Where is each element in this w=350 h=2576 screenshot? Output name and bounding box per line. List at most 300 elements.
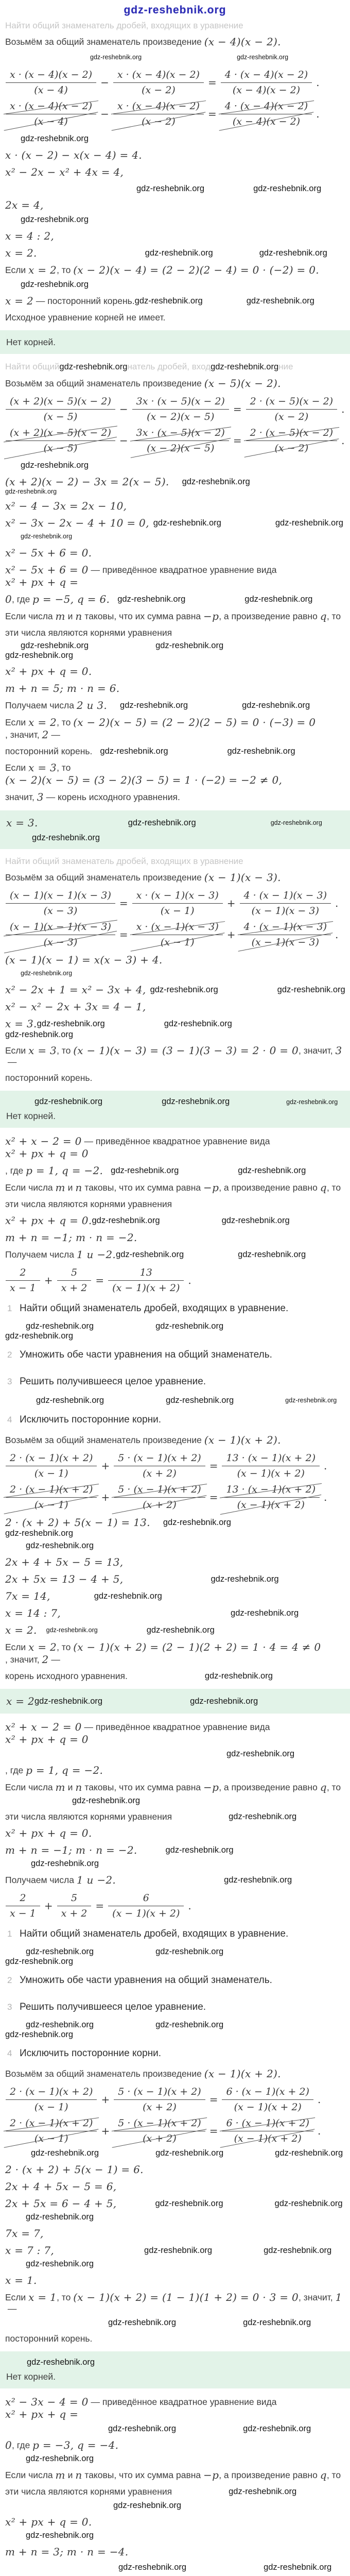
russian-text: таковы, что их сумма равна <box>82 1182 204 1193</box>
solution-line <box>5 133 346 144</box>
russian-text: Если <box>5 762 29 773</box>
solution-line <box>5 2197 346 2210</box>
watermark: gdz-reshebnik.org <box>26 2259 94 2268</box>
watermark: gdz-reshebnik.org <box>246 296 314 306</box>
fraction <box>114 1452 205 1479</box>
solution-line <box>5 1858 346 1869</box>
step-number: 4 <box>7 1415 12 1425</box>
watermark: gdz-reshebnik.org <box>204 1671 273 1681</box>
math-text: (x − 4)(x − 2). <box>204 36 281 48</box>
russian-text: , где <box>12 2439 33 2450</box>
watermark: gdz-reshebnik.org <box>5 1331 74 1341</box>
solution-line <box>5 1827 346 1839</box>
watermark: gdz-reshebnik.org <box>26 2453 94 2463</box>
russian-text: Возьмём за общий знаменатель произведение <box>5 378 204 388</box>
watermark: gdz-reshebnik.org <box>229 1811 297 1821</box>
russian-text: , а произведение равно <box>219 1182 320 1193</box>
russian-text: эти числа являются корнями уравнения <box>5 2486 172 2497</box>
operator: − <box>100 76 109 89</box>
solution-line <box>5 230 346 242</box>
watermark: gdz-reshebnik.org <box>166 1395 234 1405</box>
operator: = <box>233 402 242 415</box>
math-text: 2 · (x + 2) + 5(x − 1) = 6. <box>5 2163 144 2176</box>
russian-text: — приведённое квадратное уравнение вида <box>88 2396 279 2407</box>
russian-text: Если числа <box>5 611 56 621</box>
operator: + <box>226 896 236 909</box>
russian-text: , то <box>326 611 341 621</box>
math-text: p = 1, q = −2. <box>26 1764 103 1776</box>
math-text: 2 <box>42 1653 49 1666</box>
math-text: 2x + 4 + 5x − 5 = 6, <box>5 2180 117 2193</box>
watermark: gdz-reshebnik.org <box>274 2198 343 2208</box>
solution-line <box>5 745 346 757</box>
watermark: gdz-reshebnik.org <box>5 2030 74 2039</box>
watermark: gdz-reshebnik.org <box>5 1030 74 1039</box>
watermark: gdz-reshebnik.org <box>108 2317 177 2327</box>
punctuation: . <box>341 402 345 415</box>
denominator: (x − 1)(x + 2) <box>222 2131 313 2144</box>
russian-text: Возьмём за общий знаменатель произведение <box>5 2068 204 2079</box>
spacer <box>137 1850 166 1851</box>
watermark: gdz-reshebnik.org <box>259 248 327 258</box>
line-break <box>6 1107 344 1111</box>
watermark: gdz-reshebnik.org <box>264 2562 332 2572</box>
fraction-equation <box>4 1451 346 1480</box>
solution-line <box>5 1607 346 1619</box>
denominator: (x − 1) <box>160 905 195 917</box>
russian-text: , то <box>57 1045 74 1056</box>
solution-line <box>5 2333 346 2344</box>
watermark: gdz-reshebnik.org <box>111 1165 179 1175</box>
operator: + <box>101 2093 110 2106</box>
spacer <box>107 705 120 706</box>
solution-line <box>5 2453 346 2464</box>
math-text: x = 14 : 7, <box>5 1607 61 1619</box>
numerator: (x + 2)(x − 5)(x − 2) <box>6 427 115 441</box>
solution-line <box>5 460 346 471</box>
math-text: (x − 1)(x − 3). <box>204 871 281 884</box>
fraction <box>240 921 331 948</box>
solution-line <box>5 183 346 194</box>
spacer <box>212 2250 264 2251</box>
watermark: gdz-reshebnik.org <box>128 818 196 827</box>
math-text: x = 2 <box>6 1695 34 1707</box>
step-number: 4 <box>7 2048 12 2058</box>
russian-text: , то <box>57 717 74 727</box>
watermark: gdz-reshebnik.org <box>231 1608 299 1618</box>
operator: + <box>44 1274 53 1286</box>
numerator: (x + 2)(x − 5)(x − 2) <box>6 395 115 410</box>
watermark: gdz-reshebnik.org <box>26 1321 94 1331</box>
fraction <box>6 2086 97 2113</box>
watermark: gdz-reshebnik.org <box>144 2245 213 2255</box>
russian-text: , где <box>5 1165 26 1176</box>
watermark: gdz-reshebnik.org <box>120 700 188 710</box>
denominator: (x − 3) <box>6 935 115 948</box>
spacer <box>5 2505 113 2506</box>
math-text: x² − 2x + 1 = x² − 3x + 4, <box>5 984 146 996</box>
watermark: gdz-reshebnik.org <box>94 1591 162 1601</box>
fraction-equation <box>4 888 346 918</box>
fraction <box>114 2117 205 2144</box>
watermark: gdz-reshebnik.org <box>285 1397 337 1404</box>
solution-line <box>5 968 346 979</box>
math-text: x² + px + q = 0. <box>5 665 92 677</box>
spacer <box>5 57 90 58</box>
math-text: p = −5, q = 6. <box>32 593 110 605</box>
numerator: 4 · (x − 1)(x − 3) <box>240 921 331 935</box>
denominator: (x − 3) <box>43 905 78 917</box>
math-text: x² + x − 2 = 0 <box>5 1721 82 1733</box>
fraction <box>6 395 115 422</box>
numerator: 2 <box>6 1266 40 1281</box>
solution-line <box>5 1947 346 1967</box>
russian-text: , а произведение равно <box>219 611 320 621</box>
math-text: x² + px + q = 0 <box>5 1733 89 1745</box>
solution-line <box>5 641 346 660</box>
solution-line <box>5 1721 346 1745</box>
watermark: gdz-reshebnik.org <box>190 1696 258 1706</box>
russian-text: — <box>5 2303 17 2314</box>
math-text: q <box>320 2469 327 2481</box>
russian-text: таковы, что их сумма равна <box>82 611 204 621</box>
numerator: 5 · (x − 1)(x + 2) <box>114 2117 205 2131</box>
watermark: gdz-reshebnik.org <box>164 1019 232 1028</box>
solution-line <box>5 2067 346 2080</box>
spacer <box>54 2250 144 2251</box>
fraction-equation <box>4 99 346 128</box>
denominator: (x − 1) <box>6 1498 97 1511</box>
russian-text: Если <box>5 1045 29 1056</box>
russian-text: — корень исходного уравнения. <box>43 791 180 802</box>
step-text: Найти общий знаменатель дробей, входящих в уравнение. <box>20 1303 289 1314</box>
step-list-item <box>4 2048 346 2059</box>
watermark: gdz-reshebnik.org <box>21 460 89 470</box>
watermark: gdz-reshebnik.org <box>21 641 89 650</box>
watermark: gdz-reshebnik.org <box>32 833 100 842</box>
math-text: x² − 3x − 4 = 0 <box>5 2396 89 2408</box>
watermark: gdz-reshebnik.org <box>153 518 221 528</box>
russian-text: — <box>48 729 60 740</box>
fraction-equation <box>4 67 346 97</box>
math-text: (x − 1)(x − 3) = (3 − 1)(3 − 3) = 2 · 0 = 0 <box>73 1044 299 1057</box>
spacer <box>102 1701 190 1702</box>
fraction <box>6 889 115 917</box>
denominator: (x − 4) <box>34 84 68 96</box>
fraction-equation <box>4 2116 346 2145</box>
denominator: (x − 1)(x + 2) <box>234 2102 302 2113</box>
watermark: gdz-reshebnik.org <box>221 1215 290 1225</box>
numerator: 6 <box>108 1892 184 1906</box>
denominator: (x − 1)(x + 2) <box>222 1498 320 1511</box>
russian-text: Если числа <box>5 2469 56 2480</box>
russian-text: , где <box>12 594 33 604</box>
punctuation: . <box>188 1274 191 1286</box>
math-text: −p <box>203 1781 219 1793</box>
russian-text: Получаем числа <box>5 1249 77 1260</box>
math-text: x² + x − 2 = 0 <box>5 1135 82 1147</box>
watermark: gdz-reshebnik.org <box>21 133 89 143</box>
russian-text: Исходное уравнение корней не имеет. <box>5 312 166 323</box>
step-text: Исключить посторонние корни. <box>20 2048 162 2059</box>
math-text: 3 <box>37 791 44 803</box>
solution-line <box>5 716 346 741</box>
russian-text: , значит, <box>5 1654 42 1665</box>
faded-heading: Найти общий знаменатель дробей, входящих в уравнение <box>5 21 243 30</box>
russian-text: , значит, <box>5 729 42 740</box>
math-text: x = 3 <box>28 1044 57 1057</box>
spacer <box>99 2153 155 2154</box>
numerator: 13 · (x − 1)(x + 2) <box>222 1452 320 1466</box>
solution-line <box>5 871 346 884</box>
watermark: gdz-reshebnik.org <box>31 2148 99 2158</box>
spacer <box>5 1863 31 1864</box>
spacer <box>5 284 21 285</box>
solution-line <box>5 1795 346 1806</box>
math-text: m <box>55 610 65 622</box>
watermark: gdz-reshebnik.org <box>155 2020 224 2029</box>
fraction <box>222 1452 320 1479</box>
watermark: gdz-reshebnik.org <box>162 1097 230 1106</box>
math-text: x = 2. <box>5 247 37 259</box>
answer-highlight <box>0 1091 350 1128</box>
watermark: gdz-reshebnik.org <box>92 1215 160 1225</box>
fraction <box>132 921 223 948</box>
numerator: 3x · (x − 5)(x − 2) <box>132 395 229 410</box>
russian-text: , а произведение равно <box>219 2469 320 2480</box>
solution-line <box>5 247 346 259</box>
spacer <box>123 1579 211 1580</box>
fraction <box>108 1266 184 1294</box>
operator: = <box>207 76 217 89</box>
solution-line <box>5 2274 346 2286</box>
solution-line <box>5 264 346 276</box>
spacer <box>5 2567 118 2568</box>
fraction-equation <box>4 1891 346 1920</box>
fraction <box>246 395 337 422</box>
fraction <box>114 1483 205 1511</box>
math-text: 2 <box>42 728 49 741</box>
russian-text: посторонний корень. <box>5 1072 93 1083</box>
russian-text: Если <box>5 1641 29 1652</box>
spacer <box>5 973 21 974</box>
solution-line <box>5 1844 346 1856</box>
watermark: gdz-reshebnik.org <box>34 1097 103 1106</box>
solution-line <box>5 279 346 290</box>
solution-line <box>5 2211 346 2223</box>
denominator: (x − 1) <box>34 1468 68 1479</box>
denominator: x + 2 <box>61 1908 87 1919</box>
math-text: x² + px + q = 0 <box>5 1147 89 1160</box>
russian-text: Если числа <box>5 1782 56 1792</box>
step-list-item <box>4 1928 346 1940</box>
denominator: (x − 2) <box>113 114 204 127</box>
watermark: gdz-reshebnik.org <box>21 214 89 224</box>
russian-text: , то <box>326 2469 341 2480</box>
denominator: (x − 1) <box>34 2102 68 2113</box>
watermark: gdz-reshebnik.org <box>5 488 57 495</box>
solution-line <box>5 2530 346 2541</box>
solution-line <box>5 2317 346 2328</box>
spacer <box>102 1101 162 1102</box>
russian-text: эти числа являются корнями уравнения <box>5 1811 172 1822</box>
watermark: gdz-reshebnik.org <box>113 2500 182 2510</box>
watermark: gdz-reshebnik.org <box>134 296 203 306</box>
denominator: (x − 5) <box>6 441 115 454</box>
watermark: gdz-reshebnik.org <box>26 1540 94 1550</box>
solution-line <box>5 1590 346 1602</box>
fraction <box>132 427 229 454</box>
denominator: (x − 2) <box>142 84 176 96</box>
spacer <box>5 465 21 466</box>
watermark: gdz-reshebnik.org <box>211 362 279 371</box>
watermark: gdz-reshebnik.org <box>224 1875 292 1885</box>
denominator: x − 1 <box>10 1282 36 1294</box>
fraction <box>6 2117 97 2144</box>
fraction <box>113 69 204 96</box>
fraction <box>222 2117 313 2144</box>
fraction <box>246 427 337 454</box>
russian-text: , значит, <box>299 1045 336 1056</box>
spacer <box>223 1326 280 1327</box>
numerator: 5 · (x − 1)(x + 2) <box>114 1483 205 1498</box>
math-text: 2x + 4 + 5x − 5 = 13, <box>5 1556 124 1568</box>
step-number: 1 <box>7 1303 12 1313</box>
fraction <box>6 1483 97 1511</box>
math-text: 2x = 4, <box>5 199 44 211</box>
watermark: gdz-reshebnik.org <box>72 1795 141 1805</box>
watermark: gdz-reshebnik.org <box>26 2020 94 2029</box>
russian-text: , то <box>57 1641 74 1652</box>
watermark: gdz-reshebnik.org <box>155 1947 224 1956</box>
russian-text: Получаем числа <box>5 700 77 710</box>
math-text: x² − x² − 2x + 3x = 4 − 1, <box>5 1001 146 1013</box>
step-text: Решить получившееся целое уравнение. <box>20 1376 206 1387</box>
operator: = <box>119 896 128 909</box>
operator: + <box>226 928 236 941</box>
solution-line <box>5 1248 346 1261</box>
faded-text: Найти общий <box>5 362 60 371</box>
denominator: (x − 1) <box>6 2131 97 2144</box>
fraction <box>6 1266 40 1294</box>
fraction-equation <box>4 394 346 423</box>
numerator: (x − 1)(x − 1)(x − 3) <box>6 921 115 935</box>
math-text: m <box>55 2469 65 2481</box>
solution-line <box>5 2163 346 2176</box>
math-text: n <box>75 1781 82 1793</box>
step-list-item <box>4 1414 346 1426</box>
math-text: (x − 1)(x + 2). <box>204 2067 281 2080</box>
math-text: x = 2 <box>28 1641 57 1653</box>
step-number: 2 <box>7 1350 12 1360</box>
solution-line <box>5 1231 346 1244</box>
site-logo[interactable]: gdz-reshebnik.org <box>124 4 226 16</box>
solution-line <box>5 2020 346 2040</box>
math-text: 2 и 3. <box>76 699 108 711</box>
solution-line <box>5 1516 346 1538</box>
fraction <box>132 889 223 917</box>
solution-line <box>5 682 346 694</box>
solution-line <box>5 149 346 161</box>
numerator: 4 · (x − 1)(x − 3) <box>240 889 331 904</box>
spacer <box>6 2362 27 2363</box>
math-text: x² + px + q = <box>5 576 79 588</box>
answer-highlight <box>0 1689 350 1714</box>
step-list-item <box>4 1349 346 1361</box>
math-text: (x − 1)(x − 1) = x(x − 3) + 4. <box>5 954 163 966</box>
numerator: 2 · (x − 5)(x − 2) <box>246 395 337 410</box>
solution-line <box>5 531 346 542</box>
numerator: 5 · (x − 1)(x + 2) <box>114 2086 205 2100</box>
denominator: (x − 1)(x − 3) <box>240 935 331 948</box>
russian-text: Возьмём за общий знаменатель произведение <box>5 36 204 47</box>
solution-line <box>5 1044 346 1067</box>
math-text: x² − 4 − 3x = 2x − 10, <box>5 500 127 512</box>
solution-line <box>5 2291 346 2314</box>
step-list-item <box>4 1376 346 1387</box>
faded-heading: Найти общий знаменатель дробей, входящих в уравнение <box>5 856 243 866</box>
fraction <box>6 1892 40 1919</box>
solution-line <box>5 1072 346 1083</box>
punctuation: . <box>324 1459 327 1472</box>
russian-text: Если <box>5 264 29 275</box>
russian-text: — <box>5 1057 17 1067</box>
solution-line <box>5 2439 346 2451</box>
math-text: x² + px + q = 0. <box>5 2516 92 2528</box>
step-list-item <box>4 1975 346 1986</box>
solution-line <box>5 1556 346 1568</box>
solution-line <box>5 36 346 48</box>
russian-text: и <box>65 611 76 621</box>
math-text: m <box>55 1781 65 1793</box>
solution-line <box>5 2180 346 2193</box>
russian-text: таковы, что их сумма равна <box>82 1782 204 1792</box>
spacer <box>110 599 117 600</box>
watermark: gdz-reshebnik.org <box>37 1019 105 1028</box>
spacer <box>142 57 237 58</box>
watermark: gdz-reshebnik.org <box>34 1696 103 1706</box>
watermark: gdz-reshebnik.org <box>146 1625 215 1635</box>
spacer <box>223 2153 275 2154</box>
fraction <box>114 2086 205 2113</box>
denominator: (x + 2) <box>114 1498 205 1511</box>
watermark: gdz-reshebnik.org <box>226 1749 295 1758</box>
math-text: 1 <box>335 2291 342 2303</box>
math-text: m + n = −1; m · n = −2. <box>5 1231 137 1244</box>
line-break <box>6 2367 344 2371</box>
solution-line <box>5 547 346 559</box>
operator: + <box>101 1459 110 1472</box>
operator: + <box>44 1899 53 1912</box>
denominator: (x + 2) <box>114 2131 205 2144</box>
russian-text: , где <box>5 1765 26 1775</box>
russian-text: , а произведение равно <box>219 1782 320 1792</box>
solution-line <box>5 699 346 711</box>
math-text: x² − 5x + 6 = 0 <box>5 564 89 576</box>
operator: = <box>209 1490 218 1503</box>
operator: = <box>233 434 242 447</box>
punctuation: . <box>188 1899 191 1912</box>
numerator: 2 · (x − 1)(x + 2) <box>6 1483 97 1498</box>
solution-line <box>5 1181 346 1194</box>
math-text: (x − 2)(x − 5) = (2 − 2)(2 − 5) = 0 · (−3) = 0 <box>73 716 316 728</box>
russian-text: Возьмём за общий знаменатель произведение <box>5 872 204 883</box>
watermark: gdz-reshebnik.org <box>270 819 322 826</box>
solution-line <box>5 610 346 622</box>
math-text: (x − 2)(x − 4) = (2 − 2)(2 − 4) = 0 · (−2) = 0. <box>73 264 319 276</box>
watermark: gdz-reshebnik.org <box>237 54 289 61</box>
fraction <box>6 921 115 948</box>
